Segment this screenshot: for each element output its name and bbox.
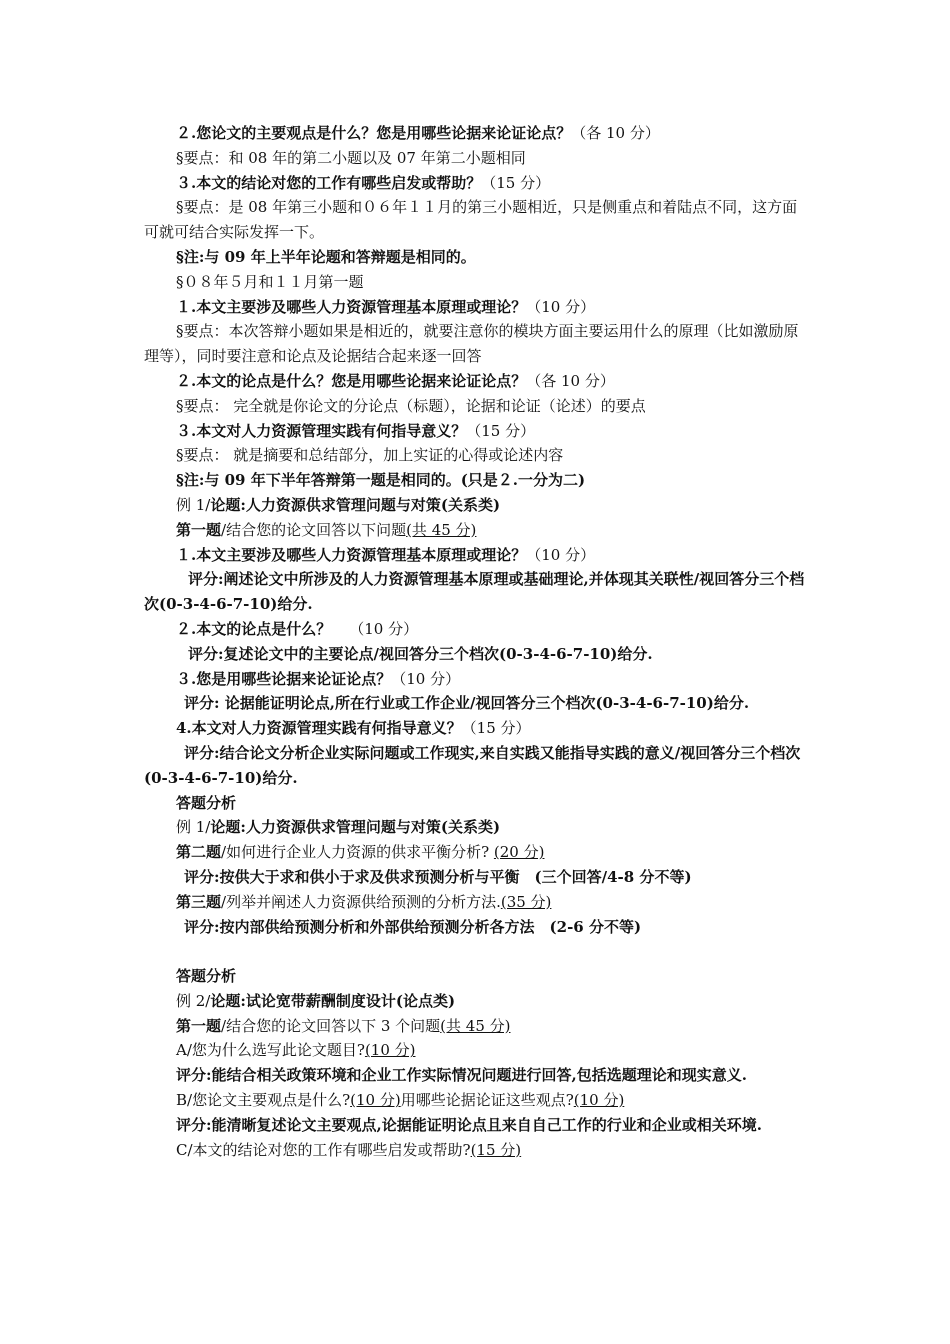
score-note: （15 分）: [461, 719, 531, 738]
scoring-line: 评分:按内部供给预测分析和外部供给预测分析各方法 (2-6 分不等): [184, 917, 642, 936]
example-topic: 论题:人力资源供求管理问题与对策(关系类): [210, 818, 501, 837]
problem-text: /列举并阐述人力资源供给预测的分析方法.: [221, 892, 501, 911]
scoring-line: 评分:结合论文分析企业实际问题或工作现实,来自实践又能指导实践的意义/视回答分三个档次(0-3-4-6-7-10)给分.: [144, 743, 801, 787]
sub-question-score: (10 分): [350, 1091, 401, 1110]
score-note: （10 分）: [526, 545, 596, 564]
sub-question-text: B/您论文主要观点是什么?: [176, 1091, 351, 1110]
key-point-line: §要点： 完全就是你论文的分论点（标题），论据和论证（论述）的要点: [176, 396, 646, 415]
sub-question-score: (10 分): [364, 1041, 416, 1060]
problem-score: (共 45 分): [406, 520, 477, 539]
question-text: ３.本文的结论对您的工作有哪些启发或帮助？: [176, 173, 482, 192]
example-line: [144, 493, 810, 518]
problem-line: [144, 840, 810, 865]
sub-question-line: [144, 1138, 810, 1163]
question-text: ２.本文的论点是什么？您是用哪些论据来论证论点？: [176, 371, 527, 390]
question-text: １.本文主要涉及哪些人力资源管理基本原理或理论？: [176, 545, 527, 564]
score-note: （15 分）: [481, 173, 551, 192]
sub-question-score: (15 分): [470, 1140, 522, 1159]
problem-line: [144, 518, 810, 543]
scoring-line: 评分:能结合相关政策环境和企业工作实际情况问题进行回答,包括选题理论和现实意义.: [176, 1066, 747, 1085]
note-line: §注:与 09 年下半年答辩第一题是相同的。(只是２.一分为二): [176, 471, 586, 490]
question-line: [144, 617, 810, 642]
example-label: 例 2/: [176, 991, 211, 1010]
scoring-line: 评分:复述论文中的主要论点/视回答分三个档次(0-3-4-6-7-10)给分.: [188, 644, 653, 663]
question-text: ２.您论文的主要观点是什么？您是用哪些论据来论证论点？: [176, 124, 572, 142]
blank-line: [144, 939, 810, 964]
problem-text: /如何进行企业人力资源的供求平衡分析?: [221, 843, 490, 862]
score-note: （10 分）: [349, 619, 419, 638]
question-line: [144, 121, 810, 146]
score-note: （各 10 分）: [526, 371, 615, 390]
question-line: [144, 171, 810, 196]
question-text: ３.您是用哪些论据来论证论点？: [176, 669, 392, 688]
question-line: [144, 419, 810, 444]
sub-question-text: A/您为什么选写此论文题目?: [176, 1041, 365, 1060]
question-text: 4.本文对人力资源管理实践有何指导意义？: [176, 719, 462, 738]
problem-line: [144, 890, 810, 915]
scoring-line: 评分: 论据能证明论点,所在行业或工作企业/视回答分三个档次(0-3-4-6-7-10)给分.: [184, 694, 750, 713]
problem-line: [144, 1014, 810, 1039]
problem-label: 第一题: [176, 1016, 222, 1035]
sub-question-line: [144, 1038, 810, 1063]
problem-score: (35 分): [500, 892, 552, 911]
example-topic: 论题:试论宽带薪酬制度设计(论点类): [210, 991, 456, 1010]
problem-text: /结合您的论文回答以下问题: [221, 520, 407, 539]
scoring-line: 评分:按供大于求和供小于求及供求预测分析与平衡 (三个回答/4-8 分不等): [184, 867, 692, 886]
key-point-line: §要点：本次答辩小题如果是相近的，就要注意你的模块方面主要运用什么的原理（比如激励原理等），同时要注意和论点及论据结合起来逐一回答: [144, 322, 799, 366]
problem-label: 第一题: [176, 520, 222, 539]
section-line: §０８年５月和１１月第一题: [176, 272, 364, 291]
question-line: [144, 667, 810, 692]
score-note: （各 10 分）: [571, 124, 660, 142]
question-line: [144, 369, 810, 394]
key-point-line: §要点：和 08 年的第二小题以及 07 年第二小题相同: [176, 148, 526, 167]
question-line: [144, 716, 810, 741]
problem-text: /结合您的论文回答以下 3 个问题: [221, 1016, 441, 1035]
sub-question-text: 用哪些论据论证这些观点?: [400, 1091, 574, 1110]
question-text: ３.本文对人力资源管理实践有何指导意义？: [176, 421, 467, 440]
scoring-line: 评分:能清晰复述论文主要观点,论据能证明论点且来自自己工作的行业和企业或相关环境.: [176, 1115, 762, 1134]
score-note: （10 分）: [391, 669, 461, 688]
example-label: 例 1/: [176, 495, 211, 514]
problem-score: (共 45 分): [440, 1016, 511, 1035]
problem-score: (20 分): [493, 843, 545, 862]
example-line: [144, 989, 810, 1014]
key-point-line: §要点： 就是摘要和总结部分，加上实证的心得或论述内容: [176, 446, 564, 465]
sub-question-line: [144, 1088, 810, 1113]
example-line: [144, 815, 810, 840]
question-line: [144, 295, 810, 320]
key-point-line: §要点：是 08 年第三小题和０６年１１月的第三小题相近，只是侧重点和着陆点不同，这方面可就可结合实际发挥一下。: [144, 198, 798, 242]
example-topic: 论题:人力资源供求管理问题与对策(关系类): [210, 495, 501, 514]
score-note: （10 分）: [526, 297, 596, 316]
sub-question-score: (10 分): [573, 1091, 625, 1110]
problem-label: 第二题: [176, 843, 222, 862]
note-line: §注:与 09 年上半年论题和答辩题是相同的。: [176, 247, 476, 266]
score-note: （15 分）: [466, 421, 536, 440]
question-text: １.本文主要涉及哪些人力资源管理基本原理或理论？: [176, 297, 527, 316]
example-label: 例 1/: [176, 818, 211, 837]
analysis-heading: 答题分析: [176, 967, 237, 986]
sub-question-text: C/本文的结论对您的工作有哪些启发或帮助?: [176, 1140, 471, 1159]
scoring-line: 评分:阐述论文中所涉及的人力资源管理基本原理或基础理论,并体现其关联性/视回答分三个档次(0-3-4-6-7-10)给分.: [144, 570, 805, 614]
analysis-heading: 答题分析: [176, 793, 237, 812]
question-text: ２.本文的论点是什么？: [176, 619, 332, 638]
problem-label: 第三题: [176, 892, 222, 911]
question-line: [144, 543, 810, 568]
